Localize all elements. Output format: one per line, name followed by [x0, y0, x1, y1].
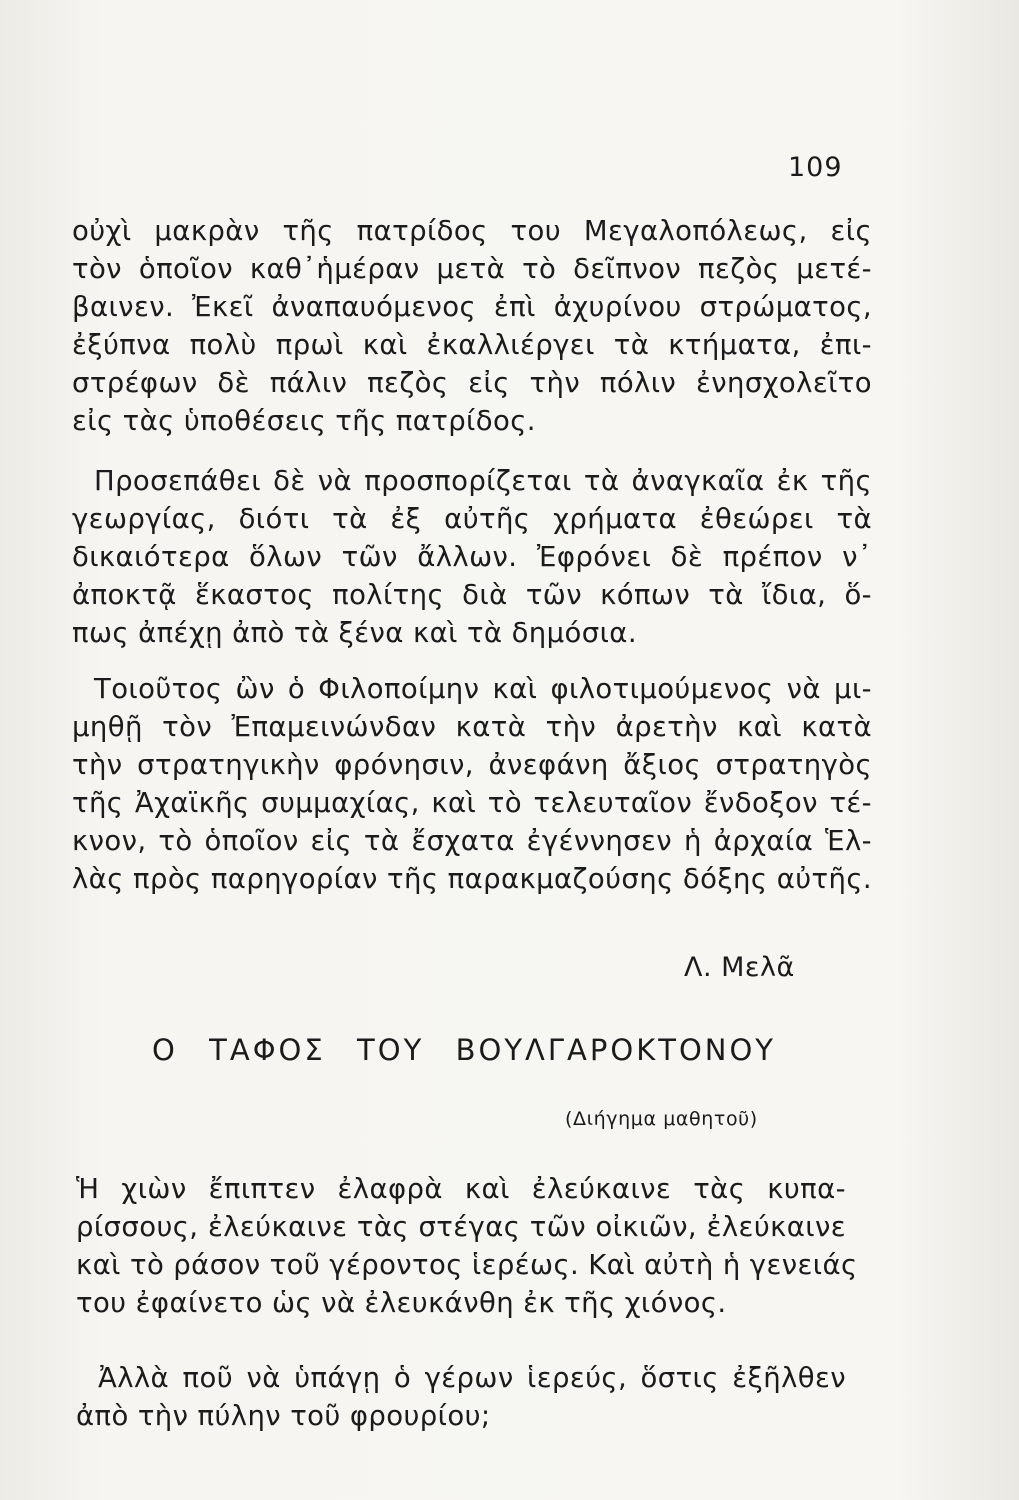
text-line: τῆς Ἀχαϊκῆς συμμαχίας, καὶ τὸ τελευταῖον ἔνδοξον τέ-	[72, 787, 872, 819]
text-line: βαινεν. Ἐκεῖ ἀναπαυόμενος ἐπὶ ἀχυρίνου στρώματος,	[72, 291, 872, 323]
text-line: οὐχὶ μακρὰν τῆς πατρίδος του Μεγαλοπόλεως, εἰς	[72, 215, 872, 247]
paragraph-3	[72, 670, 872, 898]
text-line: στρέφων δὲ πάλιν πεζὸς εἰς τὴν πόλιν ἐνησχολεῖτο	[72, 367, 872, 399]
text-line: εἰς τὰς ὑποθέσεις τῆς πατρίδος.	[72, 405, 536, 437]
story-paragraph-2	[76, 1359, 846, 1435]
text-line: Ἀλλὰ ποῦ νὰ ὑπάγῃ ὁ γέρων ἱερεύς, ὅστις ἐξῆλθεν	[98, 1362, 846, 1394]
paragraph-1	[72, 212, 872, 440]
text-line: Προσεπάθει δὲ νὰ προσπορίζεται τὰ ἀναγκαῖα ἐκ τῆς	[94, 465, 872, 497]
text-line: δικαιότερα ὅλων τῶν ἄλλων. Ἐφρόνει δὲ πρέπον ν᾽	[72, 541, 872, 573]
text-line: του ἐφαίνετο ὡς νὰ ἐλευκάνθη ἐκ τῆς χιόνος.	[76, 1287, 727, 1319]
text-line: τὸν ὁποῖον καθ᾽ἡμέραν μετὰ τὸ δεῖπνον πεζὸς μετέ-	[72, 253, 872, 285]
text-line: Ἡ χιὼν ἔπιπτεν ἐλαφρὰ καὶ ἐλεύκαινε τὰς κυπα-	[76, 1173, 846, 1205]
text-line: μηθῇ τὸν Ἐπαμεινώνδαν κατὰ τὴν ἀρετὴν καὶ κατὰ	[72, 711, 872, 743]
text-line: τὴν στρατηγικὴν φρόνησιν, ἀνεφάνη ἄξιος στρατηγὸς	[72, 749, 872, 781]
text-line: κνον, τὸ ὁποῖον εἰς τὰ ἔσχατα ἐγέννησεν ἡ ἀρχαία Ἑλ-	[72, 825, 872, 857]
page-number: 109	[788, 152, 843, 183]
text-line: λὰς πρὸς παρηγορίαν τῆς παρακμαζούσης δόξης αὐτῆς.	[72, 863, 872, 895]
text-line: γεωργίας, διότι τὰ ἐξ αὐτῆς χρήματα ἐθεώρει τὰ	[72, 503, 872, 535]
text-line: Τοιοῦτος ὢν ὁ Φιλοποίμην καὶ φιλοτιμούμενος νὰ μι-	[94, 673, 872, 705]
author-signature: Λ. Μελᾶ	[684, 952, 795, 983]
paragraph-2	[72, 462, 872, 652]
story-paragraph-1	[76, 1170, 858, 1322]
text-line: καὶ τὸ ράσον τοῦ γέροντος ἱερέως. Καὶ αὐτὴ ἡ γενειάς	[76, 1249, 858, 1281]
text-line: ἀποκτᾷ ἕκαστος πολίτης διὰ τῶν κόπων τὰ ἴδια, ὅ-	[72, 579, 872, 611]
text-line: ἀπὸ τὴν πύλην τοῦ φρουρίου;	[76, 1400, 491, 1432]
text-line: ρίσσους, ἐλεύκαινε τὰς στέγας τῶν οἰκιῶν, ἐλεύκαινε	[76, 1211, 846, 1243]
story-subtitle: (Διήγημα μαθητοῦ)	[565, 1108, 758, 1130]
text-line: ἐξύπνα πολὺ πρωὶ καὶ ἐκαλλιέργει τὰ κτήματα, ἐπι-	[72, 329, 872, 361]
text-line: πως ἀπέχῃ ἀπὸ τὰ ξένα καὶ τὰ δημόσια.	[72, 617, 637, 649]
story-title: Ο ΤΑΦΟΣ ΤΟΥ ΒΟΥΛΓΑΡΟΚΤΟΝΟΥ	[152, 1033, 776, 1067]
